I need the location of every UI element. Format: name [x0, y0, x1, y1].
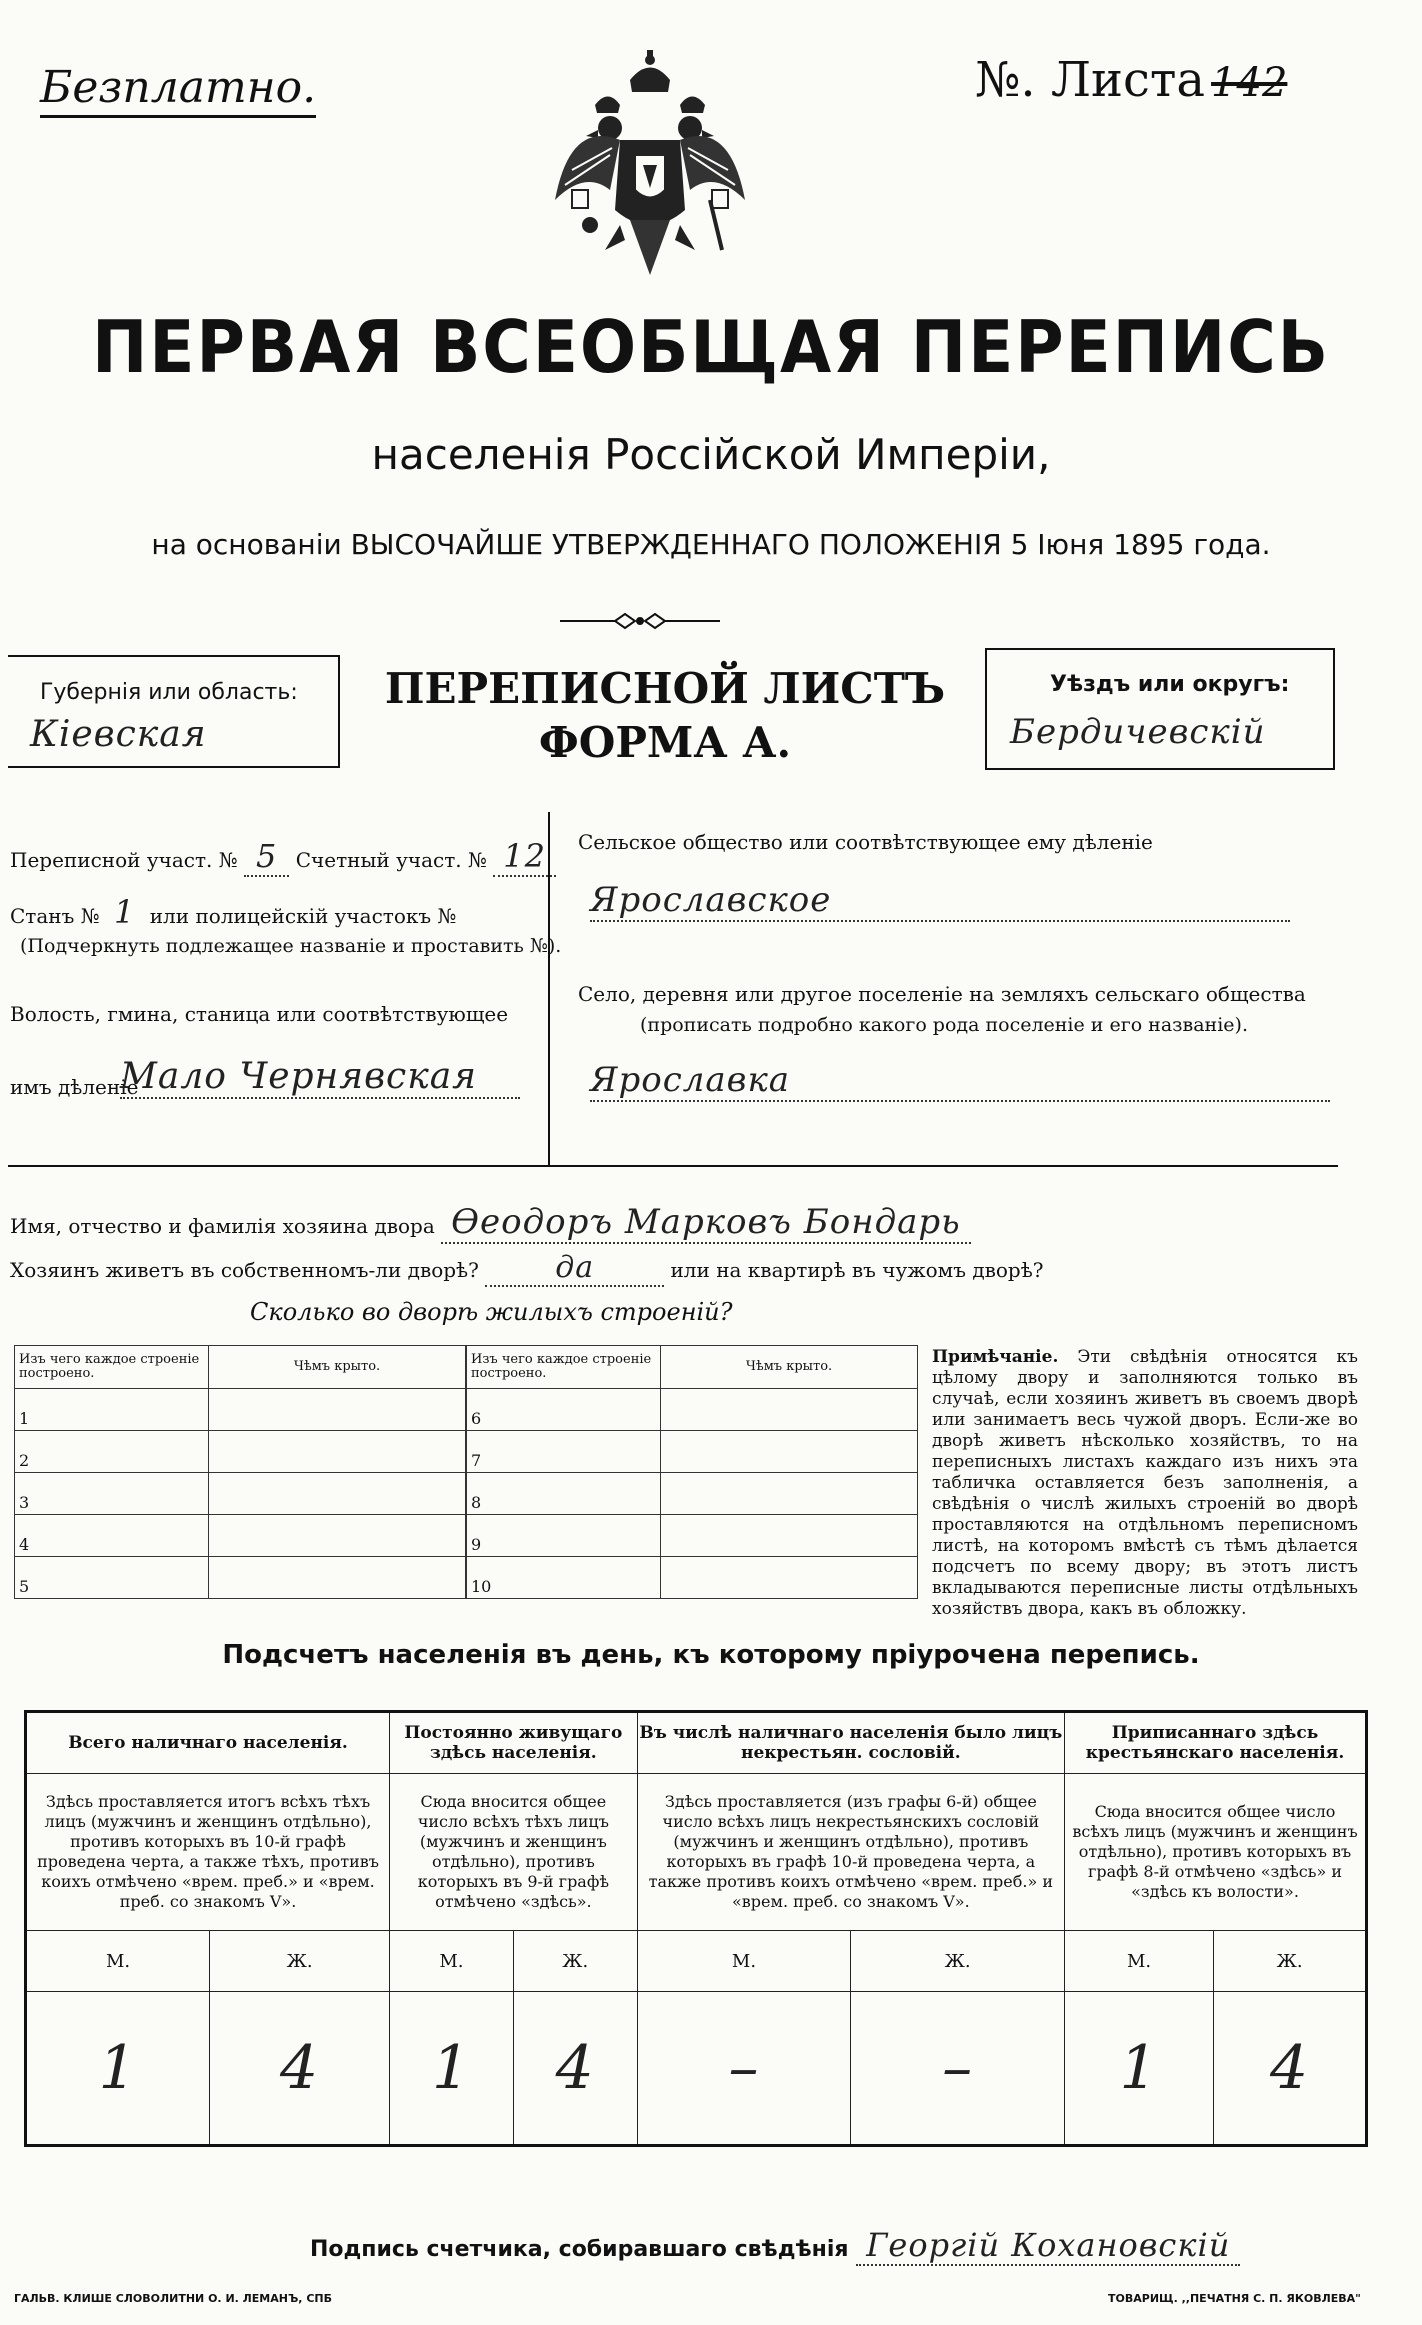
table-row	[15, 1431, 466, 1473]
uezd-box-right	[1333, 648, 1335, 770]
lives-rest: или на квартирѣ въ чужомъ дворѣ?	[670, 1258, 1044, 1282]
fields-bottom-line	[8, 1165, 1338, 1167]
group-header: Въ числѣ наличнаго населенія было лицъ некрестьян. сословій.	[637, 1712, 1064, 1774]
group-description: Здѣсь проставляется (изъ графы 6-й) общее число всѣхъ лицъ некрестьянскихъ сословій (мужчинъ и женщинъ отдѣльно), противъ которыхъ въ графѣ 10-й проведена черта, а также противъ коихъ отмѣчено «врем. преб.» и «врем. преб. со знакомъ V».	[637, 1774, 1064, 1931]
female-count: 4	[513, 1992, 637, 2146]
note-title: Примѣчаніе.	[932, 1347, 1059, 1367]
sheet-title-block	[340, 662, 990, 770]
table-row	[15, 1389, 466, 1431]
lives-field	[10, 1250, 1044, 1285]
table-row	[467, 1431, 918, 1473]
gubernia-label: Губернія или область:	[40, 680, 298, 705]
stan-value: 1	[114, 893, 136, 931]
gubernia-box-top	[8, 655, 338, 657]
group-description: Сюда вносится общее число всѣхъ лицъ (мужчинъ и женщинъ отдѣльно), противъ которыхъ въ графѣ 8-й отмѣчено «здѣсь» и «здѣсь къ волости».	[1064, 1774, 1366, 1931]
perepisnoy-value: 5	[244, 837, 289, 877]
row-number: 5	[15, 1557, 209, 1599]
signature-field	[310, 2226, 1240, 2264]
row-number: 6	[467, 1389, 661, 1431]
row-number: 8	[467, 1473, 661, 1515]
female-label: Ж.	[210, 1931, 390, 1992]
table-row	[467, 1515, 918, 1557]
owner-label: Имя, отчество и фамилія хозяина двора	[10, 1214, 435, 1238]
col-roof: Чѣмъ крыто.	[209, 1346, 466, 1389]
uezd-box-left	[985, 648, 987, 770]
male-count: –	[637, 1992, 851, 2146]
col-roof: Чѣмъ крыто.	[661, 1346, 918, 1389]
female-label: Ж.	[513, 1931, 637, 1992]
female-count: 4	[1214, 1992, 1367, 2146]
lives-label: Хозяинъ живетъ въ собственномъ-ли дворѣ?	[10, 1258, 479, 1282]
group-description: Сюда вносится общее число всѣхъ тѣхъ лицъ (мужчинъ и женщинъ отдѣльно), противъ которыхъ въ 9-й графѣ отмѣчено «здѣсь».	[390, 1774, 638, 1931]
female-label: Ж.	[851, 1931, 1065, 1992]
note-block	[932, 1347, 1358, 1620]
volost-label: Волость, гмина, станица или соотвѣтствующее	[10, 1002, 509, 1026]
row-number: 3	[15, 1473, 209, 1515]
uezd-box-bottom	[985, 768, 1335, 770]
double-headed-eagle-emblem-icon	[550, 50, 750, 285]
volost-value: Мало Чернявская	[120, 1056, 520, 1099]
group-header: Постоянно живущаго здѣсь населенія.	[390, 1712, 638, 1774]
table-row	[467, 1557, 918, 1599]
owner-value: Ѳеодоръ Марковъ Бондарь	[441, 1202, 971, 1244]
male-count: 1	[1064, 1992, 1213, 2146]
male-count: 1	[390, 1992, 514, 2146]
table-row	[15, 1473, 466, 1515]
group-description: Здѣсь проставляется итогъ всѣхъ тѣхъ лицъ (мужчинъ и женщинъ отдѣльно), противъ которыхъ въ 10-й графѣ проведена черта, а также тѣхъ, противъ коихъ отмѣчено «врем. преб.» и «врем. преб. со знакомъ V».	[26, 1774, 390, 1931]
buildings-table-right	[466, 1345, 918, 1599]
perepisnoy-label: Переписной участ. №	[10, 848, 238, 872]
note-text: Эти свѣдѣнія относятся къ цѣлому двору и заполняются только въ случаѣ, если хозяинъ живетъ въ своемъ дворѣ или занимаетъ весь чужой дворъ. Если-же во дворѣ живетъ нѣсколько хозяйствъ, то на переписныхъ листахъ каждаго изъ нихъ эта табличка оставляется безъ заполненія, а свѣдѣнія о числѣ жилыхъ строеній во дворѣ проставляются на отдѣльномъ переписномъ листѣ, на которомъ вмѣстѣ съ тѣмъ дѣлается подсчетъ по всему двору; въ этотъ листъ вкладываются переписные листы отдѣльныхъ хозяйствъ двора, какъ въ обложку.	[932, 1347, 1358, 1619]
schetny-label: Счетный участ. №	[295, 848, 487, 872]
table-row	[467, 1473, 918, 1515]
perepisnoy-field	[10, 837, 556, 875]
uezd-box-top	[985, 648, 1335, 650]
col-material: Изъ чего каждое строеніе построено.	[15, 1346, 209, 1389]
sheet-number	[975, 52, 1287, 108]
volost-label-2: имъ дѣленіе	[10, 1075, 139, 1099]
selskoe-label: Сельское общество или соотвѣтствующее ему дѣленіе	[578, 830, 1153, 854]
stan-field	[10, 893, 456, 931]
male-label: М.	[1064, 1931, 1213, 1992]
uezd-value: Бердичевскій	[1010, 712, 1266, 752]
gubernia-box-bottom	[8, 766, 340, 768]
gubernia-value: Кіевская	[30, 714, 207, 755]
female-count: 4	[210, 1992, 390, 2146]
row-number: 10	[467, 1557, 661, 1599]
selo-label: Село, деревня или другое поселеніе на земляхъ сельскаго общества	[578, 982, 1306, 1006]
selskoe-value: Ярославское	[590, 880, 1290, 922]
group-header: Приписаннаго здѣсь крестьянскаго населенія.	[1064, 1712, 1366, 1774]
owner-field	[10, 1202, 971, 1242]
census-legal-basis: на основаніи ВЫСОЧАЙШЕ УТВЕРЖДЕННАГО ПОЛОЖЕНІЯ 5 Іюня 1895 года.	[151, 528, 1271, 561]
row-number: 4	[15, 1515, 209, 1557]
group-header: Всего наличнаго населенія.	[26, 1712, 390, 1774]
row-number: 9	[467, 1515, 661, 1557]
male-label: М.	[26, 1931, 210, 1992]
uezd-label: Уѣздъ или округъ:	[1050, 672, 1290, 697]
stan-rest: или полицейскій участокъ №	[149, 904, 457, 928]
buildings-count-label: Сколько во дворѣ жилыхъ строеній?	[250, 1298, 733, 1326]
stan-note: (Подчеркнуть подлежащее названіе и проставить №).	[20, 935, 562, 957]
female-count: –	[851, 1992, 1065, 2146]
census-subtitle: населенія Россійской Имперіи,	[371, 430, 1051, 479]
free-label: Безплатно.	[40, 62, 316, 118]
population-title: Подсчетъ населенія въ день, къ которому пріурочена перепись.	[222, 1640, 1200, 1670]
sheet-form: ФОРМА А.	[538, 718, 792, 767]
table-row	[15, 1557, 466, 1599]
footer-right: ТОВАРИЩ. ,,ПЕЧАТНЯ С. П. ЯКОВЛЕВА"	[1108, 2292, 1361, 2305]
female-label: Ж.	[1214, 1931, 1367, 1992]
ornament-divider-icon	[560, 612, 720, 630]
census-title: ПЕРВАЯ ВСЕОБЩАЯ ПЕРЕПИСЬ	[92, 305, 1330, 389]
sheet-number-label: №. Листа	[975, 52, 1206, 108]
sheet-title: ПЕРЕПИСНОЙ ЛИСТЪ	[384, 664, 946, 713]
col-material: Изъ чего каждое строеніе построено.	[467, 1346, 661, 1389]
schetny-value: 12	[493, 837, 556, 877]
footer-left: ГАЛЬВ. КЛИШЕ СЛОВОЛИТНИ О. И. ЛЕМАНЪ, СПБ	[14, 2292, 332, 2305]
stan-label: Станъ №	[10, 904, 100, 928]
lives-value: да	[485, 1250, 664, 1287]
population-table	[24, 1710, 1368, 2147]
male-label: М.	[637, 1931, 851, 1992]
male-label: М.	[390, 1931, 514, 1992]
row-number: 2	[15, 1431, 209, 1473]
signature-label: Подпись счетчика, собиравшаго свѣдѣнія	[310, 2237, 849, 2262]
male-count: 1	[26, 1992, 210, 2146]
row-number: 7	[467, 1431, 661, 1473]
buildings-table-left	[14, 1345, 466, 1599]
table-row	[467, 1389, 918, 1431]
row-number: 1	[15, 1389, 209, 1431]
selo-note: (прописать подробно какого рода поселеніе и его названіе).	[640, 1014, 1248, 1036]
signature-value: Георгій Кохановскій	[856, 2226, 1240, 2266]
selo-value: Ярославка	[590, 1060, 1330, 1102]
table-row	[15, 1515, 466, 1557]
sheet-number-value: 142	[1211, 60, 1288, 106]
